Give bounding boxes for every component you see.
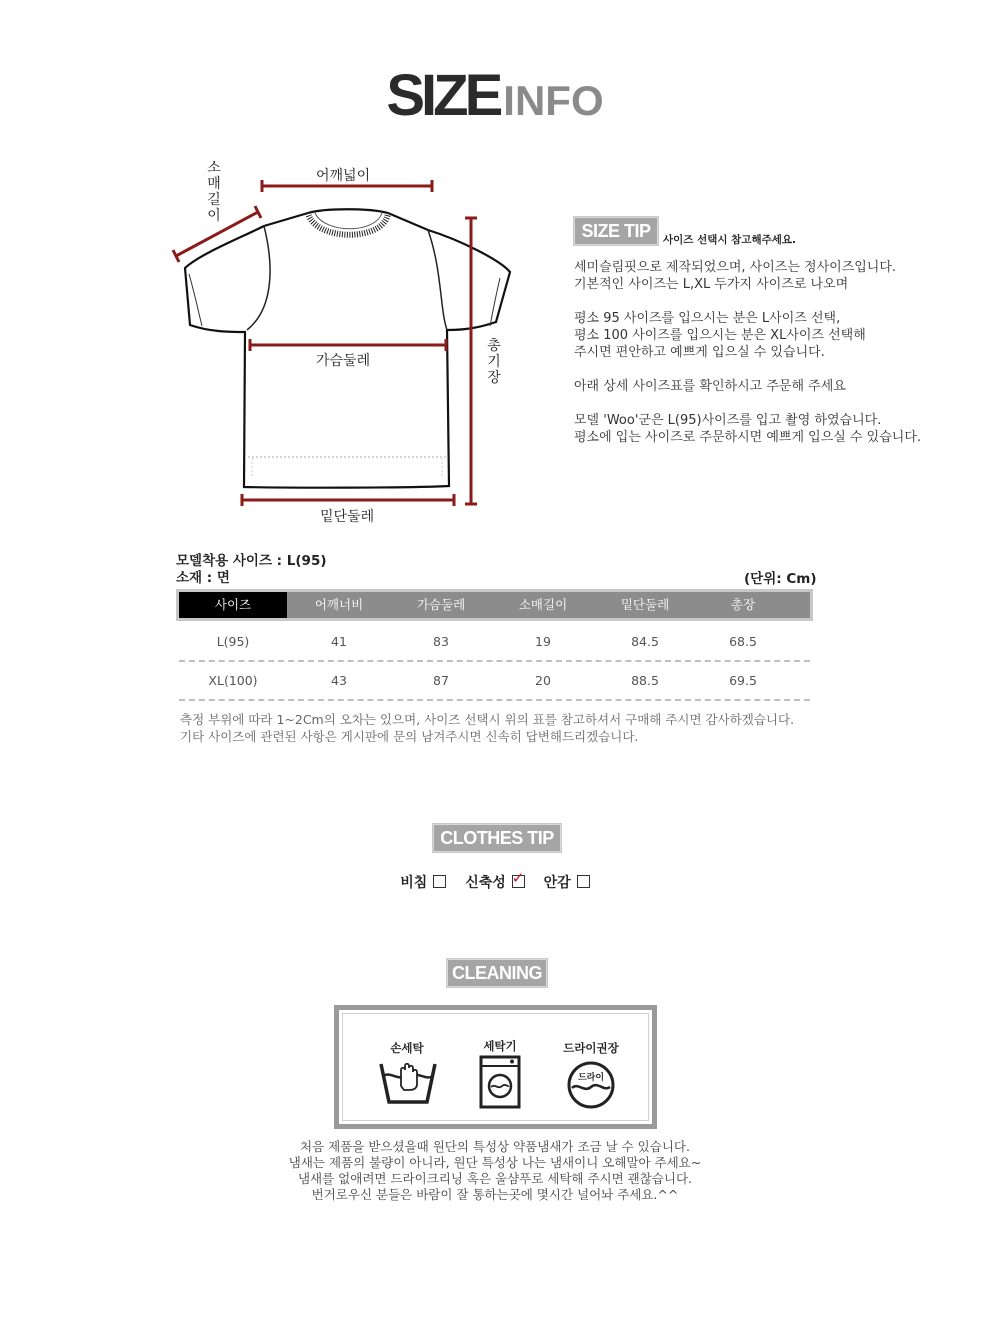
check-label-sheer: 비침 bbox=[400, 875, 428, 891]
check-box-stretch bbox=[511, 869, 525, 888]
size-tip-badge: SIZE TIP bbox=[573, 216, 659, 246]
size-notes: 측정 부위에 따라 1~2Cm의 오차는 있으며, 사이즈 선택시 위의 표를 참고하셔서 구매해 주시면 감사하겠습니다. 기타 사이즈에 관련된 사항은 게시판에 문의 남겨주시면 신속히 답변해드리겠습니다. bbox=[180, 712, 795, 744]
checkmark-icon: ✓ bbox=[511, 869, 525, 887]
unit-label: (단위: Cm) bbox=[744, 571, 817, 587]
tshirt-outline bbox=[185, 209, 510, 487]
cell-chest: 87 bbox=[433, 673, 449, 688]
label-chest: 가슴둘레 bbox=[316, 353, 371, 369]
cell-length: 69.5 bbox=[729, 673, 757, 688]
cell-shoulder: 41 bbox=[331, 634, 347, 649]
cell-chest: 83 bbox=[433, 634, 449, 649]
size-table bbox=[176, 589, 813, 701]
size-tip-caption: 사이즈 선택시 참고해주세요. bbox=[663, 234, 797, 246]
model-info bbox=[176, 553, 327, 587]
washing-machine-icon bbox=[478, 1054, 522, 1110]
size-tip-text bbox=[574, 259, 921, 463]
cell-size: XL(100) bbox=[208, 673, 258, 688]
cleaning-badge: CLEANING bbox=[446, 958, 548, 988]
dry-clean-icon bbox=[565, 1060, 617, 1110]
header-size: 사이즈 bbox=[179, 592, 287, 618]
title-size: SIZE bbox=[386, 63, 500, 128]
label-shoulder: 어깨넓이 bbox=[316, 168, 371, 184]
hand-wash-icon bbox=[377, 1058, 439, 1108]
label-sleeve: 소 매 길 이 bbox=[207, 160, 221, 224]
header-sleeve: 소매길이 bbox=[518, 597, 568, 612]
check-box-lining bbox=[577, 875, 590, 888]
cell-hem: 88.5 bbox=[631, 673, 659, 688]
tip-paragraph: 아래 상세 사이즈표를 확인하시고 주문해 주세요 bbox=[574, 379, 846, 394]
tip-paragraph: 세미슬림핏으로 제작되었으며, 사이즈는 정사이즈입니다. 기본적인 사이즈는 L,XL 두가지 사이즈로 나오며 bbox=[574, 260, 897, 292]
table-row bbox=[179, 662, 810, 701]
cell-sleeve: 20 bbox=[535, 673, 551, 688]
table-row bbox=[179, 623, 810, 662]
check-label-lining: 안감 bbox=[543, 875, 571, 891]
material: 소재 : 면 bbox=[176, 570, 230, 586]
header-hem: 밑단둘레 bbox=[620, 597, 670, 612]
header-chest: 가슴둘레 bbox=[416, 597, 466, 612]
check-box-sheer bbox=[433, 875, 446, 888]
label-hand-wash: 손세탁 bbox=[390, 1041, 424, 1055]
cell-shoulder: 43 bbox=[331, 673, 347, 688]
tip-paragraph: 평소 95 사이즈를 입으시는 분은 L사이즈 선택, 평소 100 사이즈를 입으시는 분은 XL사이즈 선택해 주시면 편안하고 예쁘게 입으실 수 있습니다. bbox=[574, 311, 866, 360]
label-length: 총 기 장 bbox=[487, 338, 501, 386]
label-machine-wash: 세탁기 bbox=[483, 1039, 517, 1053]
clothes-tip-checklist bbox=[0, 869, 990, 892]
title-info: INFO bbox=[503, 77, 604, 124]
check-label-stretch: 신축성 bbox=[465, 875, 506, 891]
header-shoulder: 어깨너비 bbox=[314, 597, 364, 612]
cell-hem: 84.5 bbox=[631, 634, 659, 649]
cell-size: L(95) bbox=[216, 634, 250, 649]
cell-length: 68.5 bbox=[729, 634, 757, 649]
cleaning-notes: 처음 제품을 받으셨을때 원단의 특성상 약품냄새가 조금 날 수 있습니다. 냄새는 제품의 불량이 아니라, 원단 특성상 나는 냄새이니 오해말아 주세요~ 냄새를 없애려면 드라이크리닝 혹은 울샴푸로 세탁해 주시면 괜찮습니다. 번거로우신 분들은 바람이 잘 통하는곳에 몇시간 널어놔 주세요.^^ bbox=[288, 1139, 702, 1202]
table-header bbox=[176, 589, 813, 621]
hem-measure-line bbox=[242, 494, 454, 506]
cell-sleeve: 19 bbox=[535, 634, 551, 649]
label-dry-clean: 드라이권장 bbox=[563, 1041, 619, 1055]
model-size: 모델착용 사이즈 : L(95) bbox=[176, 553, 327, 569]
header-length: 총장 bbox=[730, 597, 756, 612]
cleaning-box bbox=[334, 1005, 657, 1129]
dry-icon-text: 드라이 bbox=[577, 1073, 605, 1083]
label-hem: 밑단둘레 bbox=[320, 509, 375, 525]
page-title bbox=[0, 62, 990, 129]
tip-paragraph: 모델 'Woo'군은 L(95)사이즈를 입고 촬영 하였습니다. 평소에 입는 사이즈로 주문하시면 예쁘게 입으실 수 있습니다. bbox=[574, 413, 922, 445]
clothes-tip-badge: CLOTHES TIP bbox=[432, 823, 562, 853]
